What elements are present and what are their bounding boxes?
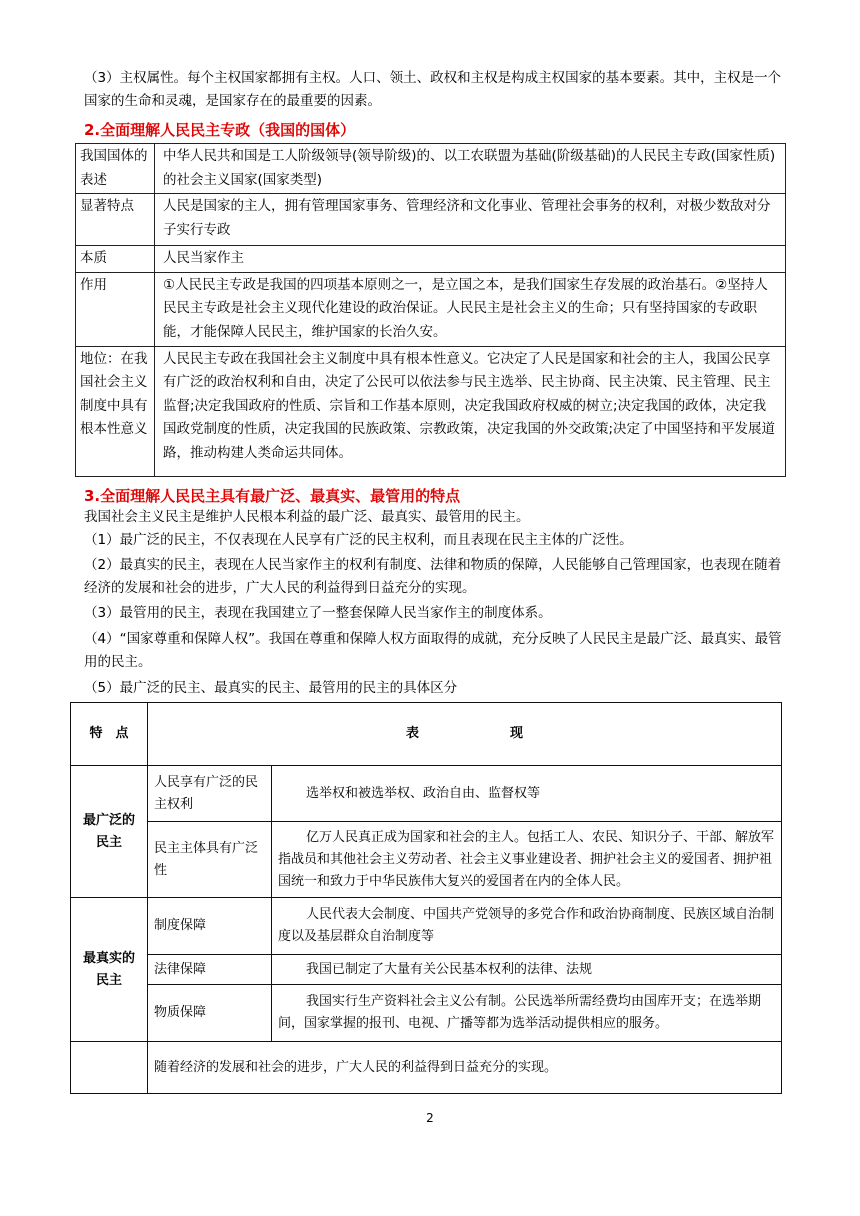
table-row bbox=[76, 194, 786, 246]
table-row bbox=[71, 955, 782, 985]
section-3-paragraph: （2）最真实的民主，表现在人民当家作主的权利有制度、法律和物质的保障，人民能够自己管理国家，也表现在随着经济的发展和社会的进步，广大人民的利益得到日益充分的实现。 bbox=[84, 557, 782, 596]
sub-text: 我国实行生产资料社会主义公有制。公民选举所需经费均由国库开支；在选举期间，国家掌握的报刊、电视、广播等都为选举活动提供相应的服务。 bbox=[272, 985, 782, 1042]
sub-text: 人民代表大会制度、中国共产党领导的多党合作和政治协商制度、民族区域自治制度以及基层群众自治制度等 bbox=[272, 898, 782, 955]
section-3-paragraph: 我国社会主义民主是维护人民根本利益的最广泛、最真实、最管用的民主。 bbox=[84, 509, 530, 525]
sub-item: 民主主体具有广泛性 bbox=[148, 822, 272, 898]
section-3-paragraph: （4）“国家尊重和保障人权”。我国在尊重和保障人权方面取得的成就，充分反映了人民民主是最广泛、最真实、最管用的民主。 bbox=[84, 631, 782, 670]
section-3-paragraph: （3）最管用的民主，表现在我国建立了一整套保障人民当家作主的制度体系。 bbox=[84, 605, 552, 621]
page-number: 2 bbox=[426, 1111, 434, 1125]
group-title-broadest: 最广泛的民主 bbox=[71, 766, 148, 898]
sub-text: 我国已制定了大量有关公民基本权利的法律、法规 bbox=[272, 955, 782, 985]
table-header-row bbox=[71, 703, 782, 766]
row-value: 中华人民共和国是工人阶级领导(领导阶级)的、以工农联盟为基础(阶级基础)的人民民主专政(国家性质)的社会主义国家(国家类型) bbox=[155, 144, 786, 194]
row-key: 地位：在我国社会主义制度中具有根本性意义 bbox=[76, 346, 155, 476]
row-key: 本质 bbox=[76, 246, 155, 273]
section-3-heading: 3.全面理解人民民主具有最广泛、最真实、最管用的特点 bbox=[84, 487, 461, 505]
header-feature: 特 点 bbox=[71, 703, 148, 766]
intro-paragraph: （3）主权属性。每个主权国家都拥有主权。人口、领土、政权和主权是构成主权国家的基本要素。其中，主权是一个国家的生命和灵魂，是国家存在的最重要的因素。 bbox=[84, 70, 782, 109]
section-3-paragraph: （5）最广泛的民主、最真实的民主、最管用的民主的具体区分 bbox=[84, 680, 458, 696]
sub-item: 制度保障 bbox=[148, 898, 272, 955]
header-manifestation: 表 现 bbox=[148, 703, 782, 766]
table-row bbox=[71, 985, 782, 1042]
democracy-comparison-table bbox=[70, 702, 782, 1094]
section-2-heading: 2.全面理解人民民主专政（我国的国体） bbox=[84, 121, 356, 139]
row-value: 人民当家作主 bbox=[155, 246, 786, 273]
row-key: 作用 bbox=[76, 272, 155, 346]
group-title-truest: 最真实的民主 bbox=[71, 898, 148, 1042]
row-value: 人民是国家的主人，拥有管理国家事务、管理经济和文化事业、管理社会事务的权利，对极少数敌对分子实行专政 bbox=[155, 194, 786, 246]
dictatorship-table bbox=[75, 143, 786, 477]
table-row bbox=[71, 766, 782, 822]
empty-cell bbox=[71, 1042, 148, 1094]
table-row bbox=[76, 346, 786, 476]
section-3-paragraph: （1）最广泛的民主，不仅表现在人民享有广泛的民主权利，而且表现在民主主体的广泛性。 bbox=[84, 532, 633, 548]
table-row bbox=[71, 898, 782, 955]
sub-item: 物质保障 bbox=[148, 985, 272, 1042]
table-row bbox=[76, 272, 786, 346]
table-row bbox=[76, 144, 786, 194]
row-value: ①人民民主专政是我国的四项基本原则之一，是立国之本，是我们国家生存发展的政治基石。②坚持人民民主专政是社会主义现代化建设的政治保证。人民民主是社会主义的生命；只有坚持国家的专政职能，才能保障人民民主，维护国家的长治久安。 bbox=[155, 272, 786, 346]
sub-item: 人民享有广泛的民主权利 bbox=[148, 766, 272, 822]
sub-text: 选举权和被选举权、政治自由、监督权等 bbox=[272, 766, 782, 822]
row-key: 我国国体的表述 bbox=[76, 144, 155, 194]
sub-text: 亿万人民真正成为国家和社会的主人。包括工人、农民、知识分子、干部、解放军指战员和其他社会主义劳动者、社会主义事业建设者、拥护社会主义的爱国者、拥护祖国统一和致力于中华民族伟大复兴的爱国者在内的全体人民。 bbox=[272, 822, 782, 898]
footer-text: 随着经济的发展和社会的进步，广大人民的利益得到日益充分的实现。 bbox=[148, 1042, 782, 1094]
row-value: 人民民主专政在我国社会主义制度中具有根本性意义。它决定了人民是国家和社会的主人，我国公民享有广泛的政治权利和自由，决定了公民可以依法参与民主选举、民主协商、民主决策、民主管理、民主监督;决定我国政府的性质、宗旨和工作基本原则，决定我国政府权威的树立;决定我国的政体，决定我国政党制度的性质，决定我国的民族政策、宗教政策，决定我国的外交政策;决定了中国坚持和平发展道路，推动构建人类命运共同体。 bbox=[155, 346, 786, 476]
table-row bbox=[71, 822, 782, 898]
row-key: 显著特点 bbox=[76, 194, 155, 246]
sub-item: 法律保障 bbox=[148, 955, 272, 985]
table-row bbox=[76, 246, 786, 273]
table-row bbox=[71, 1042, 782, 1094]
